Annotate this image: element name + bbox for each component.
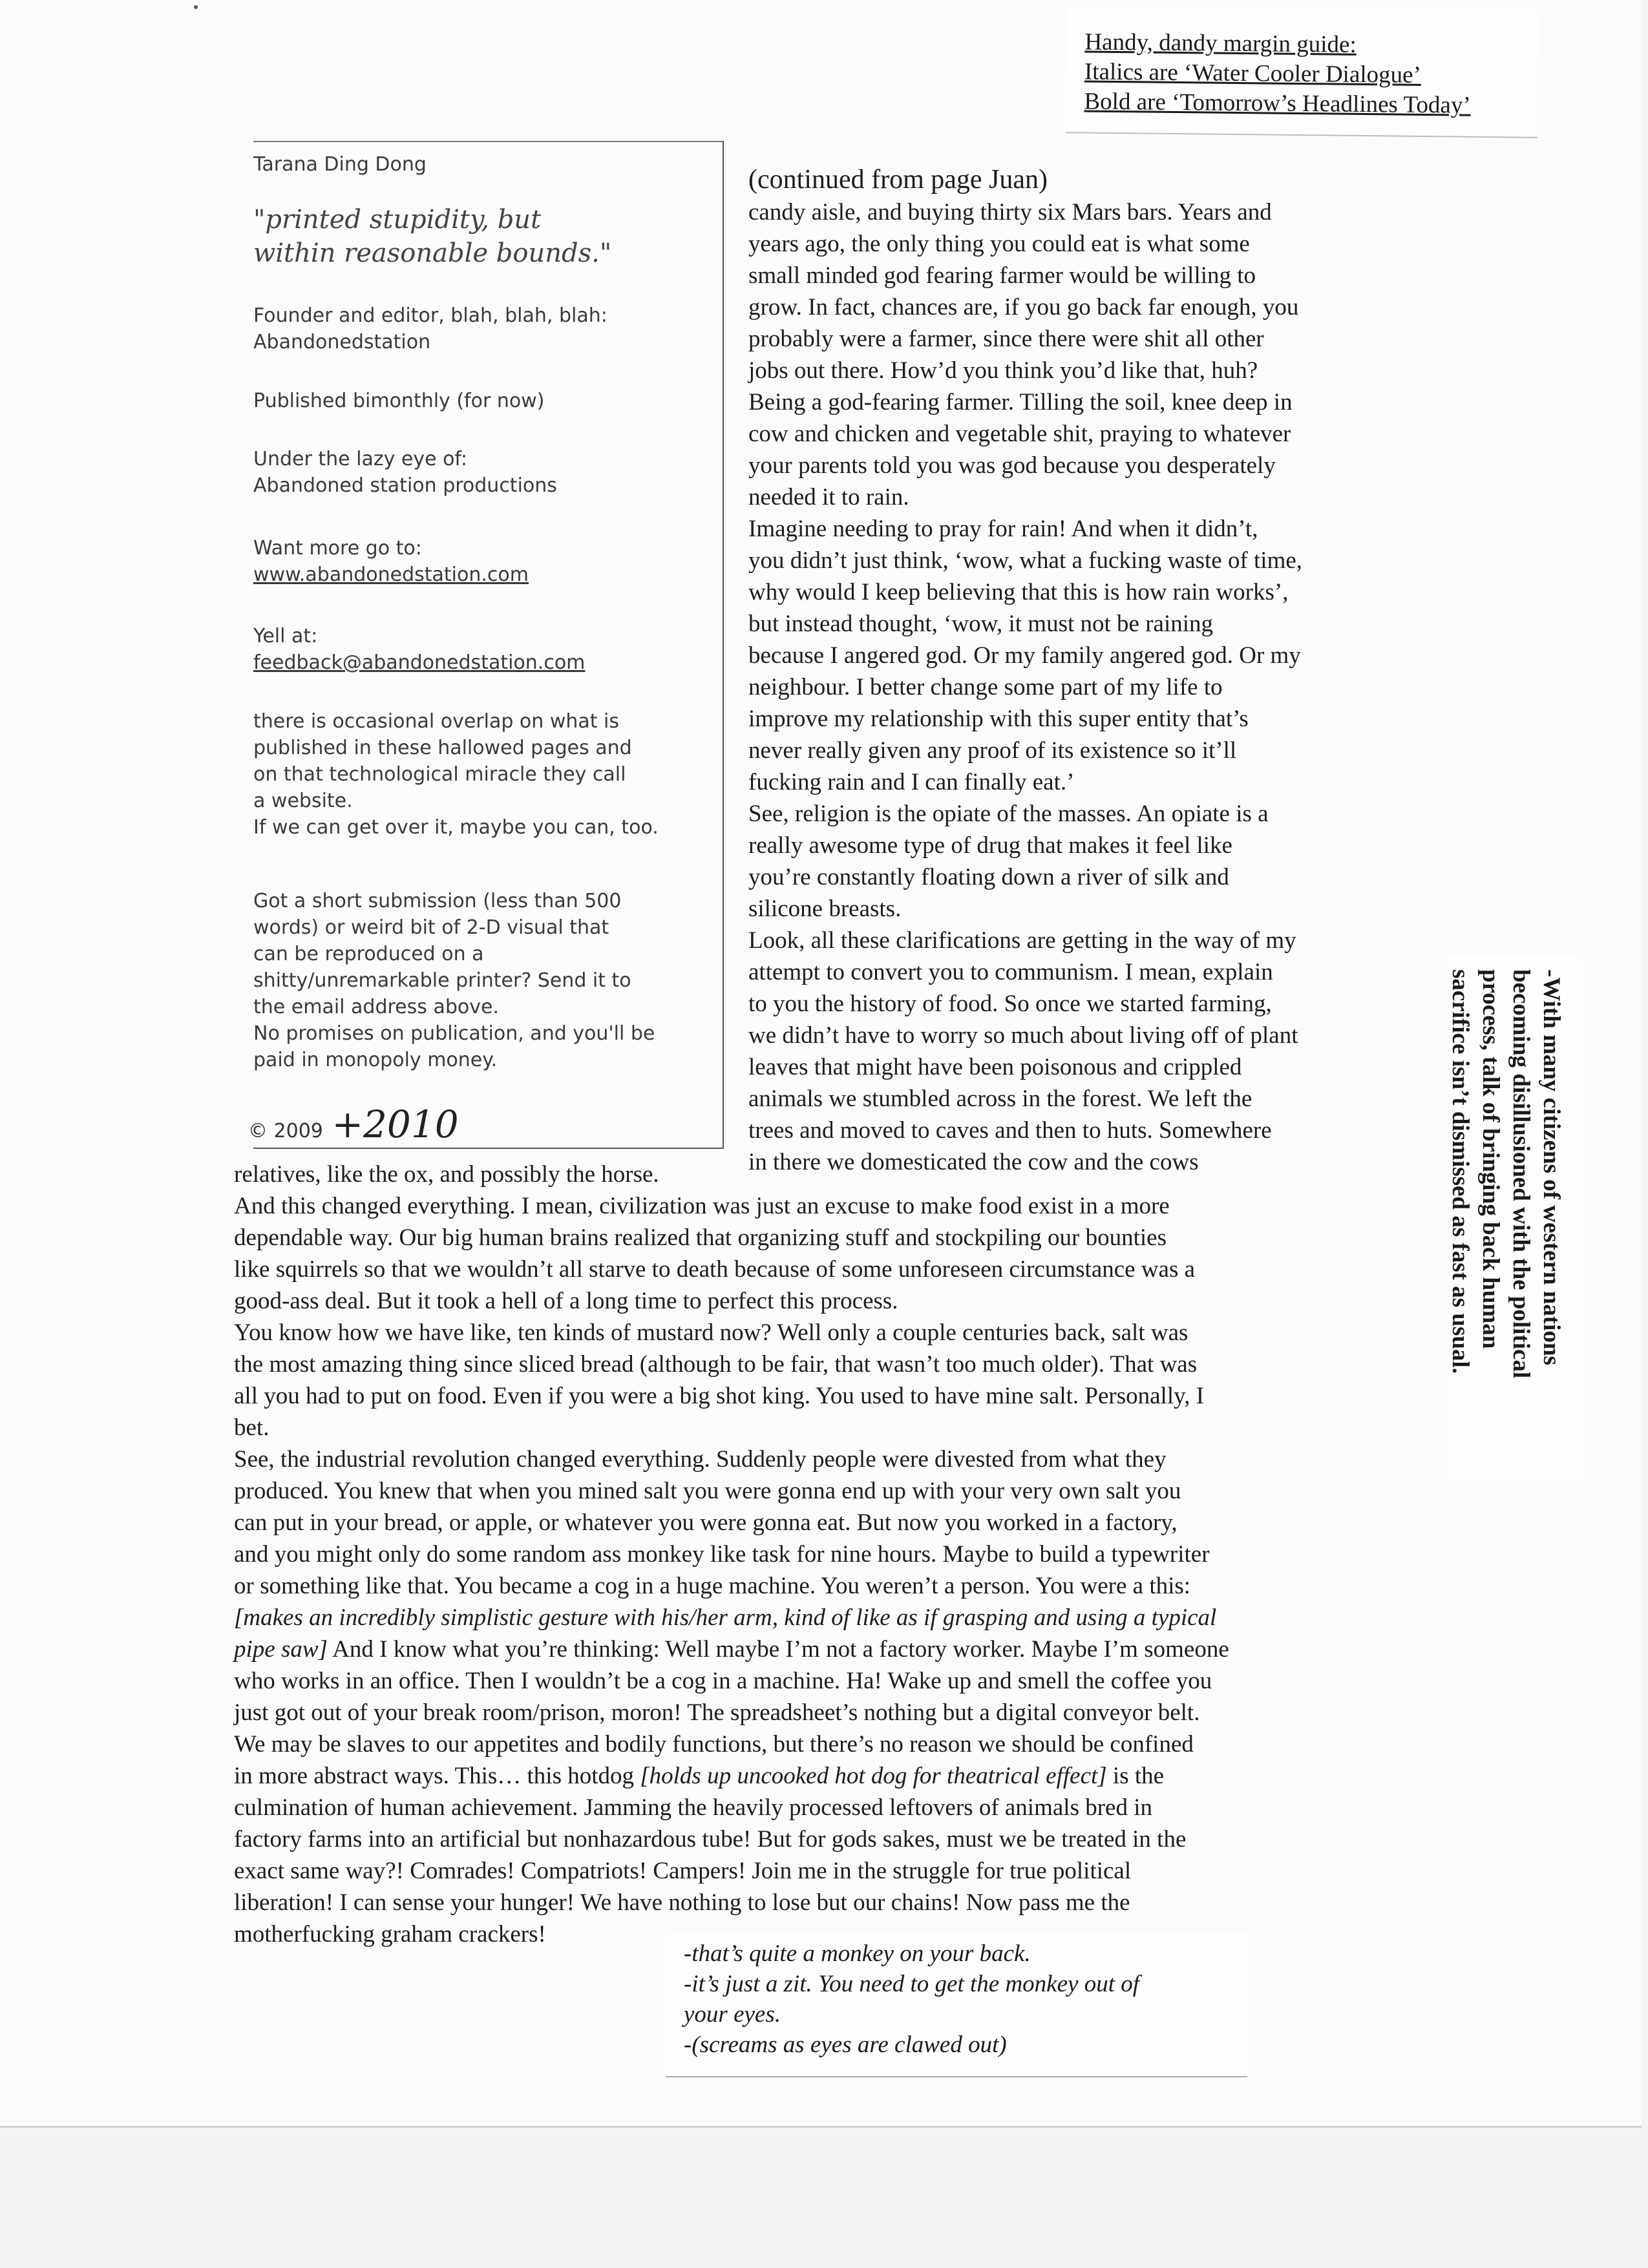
article-line: dependable way. Our big human brains realized that organizing stuff and stockpiling our bounties: [234, 1224, 1167, 1251]
article-line: See, the industrial revolution changed everything. Suddenly people were divested from what they: [234, 1446, 1167, 1473]
article-line: Look, all these clarifications are getting in the way of my: [748, 927, 1296, 954]
article-line: you didn’t just think, ‘wow, what a fucking waste of time,: [748, 547, 1303, 574]
masthead-box: [248, 141, 724, 1149]
article-line: relatives, like the ox, and possibly the horse.: [234, 1161, 659, 1188]
publish-frequency: Published bimonthly (for now): [253, 390, 545, 412]
stage-direction: pipe saw]: [234, 1636, 328, 1663]
margin-guide-line: Handy, dandy margin guide:: [1084, 28, 1357, 58]
article-line: produced. You knew that when you mined salt you were gonna end up with your very own salt you: [234, 1478, 1181, 1504]
margin-guide-note: [1066, 5, 1539, 138]
article-line: We may be slaves to our appetites and bodily functions, but there’s no reason we should be confined: [234, 1731, 1194, 1758]
headline-sidebar: [1446, 955, 1582, 1478]
overlap-line: on that technological miracle they call: [253, 763, 626, 786]
article-line: Imagine needing to pray for rain! And when it didn’t,: [748, 516, 1258, 542]
scan-speck: [194, 5, 198, 9]
article-line: leaves that might have been poisonous and crippled: [748, 1054, 1242, 1080]
article-line: You know how we have like, ten kinds of mustard now? Well only a couple centuries back, salt was: [234, 1319, 1188, 1346]
headline-line: -With many citizens of western nations: [1538, 969, 1565, 1365]
submission-line: No promises on publication, and you'll be: [253, 1022, 655, 1045]
founder-line: Founder and editor, blah, blah, blah:: [253, 304, 607, 327]
headline-line: becoming disillusioned with the political: [1508, 969, 1534, 1379]
article-line: or something like that. You became a cog in a huge machine. You weren’t a person. You were a this:: [234, 1573, 1191, 1599]
production-credit: [253, 446, 706, 499]
dialogue-line: -it’s just a zit. You need to get the monkey out of: [684, 1971, 1140, 1997]
article-line: who works in an office. Then I wouldn’t be a cog in a machine. Ha! Wake up and smell the coffee you: [234, 1668, 1212, 1694]
article-full-width: [234, 1159, 1417, 1950]
article-line: the most amazing thing since sliced bread (although to be fair, that wasn’t too much older). That was: [234, 1351, 1198, 1378]
article-line: but instead thought, ‘wow, it must not be raining: [748, 611, 1214, 637]
article-line: good-ass deal. But it took a hell of a long time to perfect this process.: [234, 1288, 898, 1314]
submission-line: shitty/unremarkable printer? Send it to: [253, 969, 631, 992]
article-line: like squirrels so that we wouldn’t all starve to death because of some unforeseen circumstance was a: [234, 1256, 1196, 1283]
submission-line: the email address above.: [253, 996, 499, 1018]
article-line: [234, 1633, 1417, 1665]
overlap-line: there is occasional overlap on what is: [253, 710, 620, 733]
article-text: in more abstract ways. This… this hotdog: [234, 1763, 640, 1789]
article-line: because I angered god. Or my family angered god. Or my: [748, 642, 1301, 669]
overlap-line: If we can get over it, maybe you can, too.: [253, 816, 659, 839]
copyright-line: [248, 1102, 459, 1146]
stage-direction: [makes an incredibly simplistic gesture with his/her arm, kind of like as if grasping and using a typical: [234, 1604, 1217, 1631]
submission-line: paid in monopoly money.: [253, 1049, 498, 1071]
article-text: And I know what you’re thinking: Well maybe I’m not a factory worker. Maybe I’m someone: [327, 1636, 1229, 1663]
headline-text: [1446, 955, 1582, 1478]
article-line: culmination of human achievement. Jamming the heavily processed leftovers of animals bred in: [234, 1794, 1152, 1821]
article-line: See, religion is the opiate of the masses. An opiate is a: [748, 801, 1269, 827]
article-line: jobs out there. How’d you think you’d like that, huh?: [748, 357, 1258, 384]
article-line: neighbour. I better change some part of my life to: [748, 674, 1223, 700]
article-lines-c: [234, 1792, 1417, 1950]
handwritten-year: +2010: [332, 1102, 459, 1146]
article-line: your parents told you was god because you desperately: [748, 452, 1276, 479]
article-line: bet.: [234, 1414, 269, 1441]
article-line: fucking rain and I can finally eat.’: [748, 769, 1075, 795]
article-line: exact same way?! Comrades! Compatriots! Campers! Join me in the struggle for true political: [234, 1858, 1132, 1884]
production-line: Abandoned station productions: [253, 474, 557, 497]
copyright-text: © 2009: [248, 1120, 323, 1142]
website-label: Want more go to:: [253, 537, 422, 560]
article-text: is the: [1106, 1763, 1165, 1789]
overlap-line: a website.: [253, 790, 353, 812]
email-label: Yell at:: [253, 625, 318, 647]
website-link[interactable]: www.abandonedstation.com: [253, 563, 529, 586]
article-full-lines: [234, 1159, 1417, 1602]
article-line: motherfucking graham crackers!: [234, 1921, 546, 1948]
production-line: Under the lazy eye of:: [253, 448, 468, 470]
article-line: to you the history of food. So once we started farming,: [748, 991, 1272, 1017]
article-line: you’re constantly floating down a river of silk and: [748, 864, 1229, 890]
water-cooler-dialogue: [666, 1932, 1247, 2077]
headline-line: process, talk of bringing back human: [1477, 969, 1504, 1349]
stage-direction: [holds up uncooked hot dog for theatrical effect]: [640, 1763, 1107, 1789]
founder-line: Abandonedstation: [253, 331, 431, 353]
article-lines-b: [234, 1665, 1417, 1760]
headline-line: sacrifice isn’t dismissed as fast as usual.: [1447, 969, 1474, 1374]
dialogue-line: your eyes.: [684, 2001, 781, 2028]
article-line: cow and chicken and vegetable shit, praying to whatever: [748, 421, 1291, 447]
submission-line: can be reproduced on a: [253, 943, 484, 965]
article-line: really awesome type of drug that makes it feel like: [748, 832, 1232, 859]
submission-note: [253, 888, 706, 1073]
continued-heading: (continued from page Juan): [748, 165, 1048, 194]
founder-credit: [253, 302, 706, 355]
article-line: probably were a farmer, since there were shit all other: [748, 326, 1264, 352]
article-right-lines: [748, 196, 1401, 1178]
submission-line: Got a short submission (less than 500: [253, 890, 622, 912]
article-line: trees and moved to caves and then to huts. Somewhere: [748, 1117, 1272, 1144]
overlap-note: [253, 708, 706, 841]
margin-guide-line: Italics are ‘Water Cooler Dialogue’: [1084, 58, 1422, 89]
tagline-line: within reasonable bounds.": [253, 238, 612, 268]
article-line: can put in your bread, or apple, or whatever you were gonna eat. But now you worked in a factory,: [234, 1509, 1178, 1536]
dialogue-line: -(screams as eyes are clawed out): [684, 2032, 1007, 2058]
article-line: just got out of your break room/prison, moron! The spreadsheet’s nothing but a digital conveyor belt.: [234, 1699, 1200, 1726]
article-line: Being a god-fearing farmer. Tilling the soil, knee deep in: [748, 389, 1293, 415]
article-right-column: [748, 163, 1401, 1178]
article-line: And this changed everything. I mean, civilization was just an excuse to make food exist in a more: [234, 1193, 1170, 1219]
email-link[interactable]: feedback@abandonedstation.com: [253, 651, 586, 674]
tagline-quote: [253, 203, 706, 270]
publisher-name: Tarana Ding Dong: [253, 153, 427, 176]
article-line: candy aisle, and buying thirty six Mars bars. Years and: [748, 199, 1272, 226]
article-line: factory farms into an artificial but nonhazardous tube! But for gods sakes, must we be treated in the: [234, 1826, 1187, 1853]
article-line: and you might only do some random ass monkey like task for nine hours. Maybe to build a typewriter: [234, 1541, 1210, 1568]
article-line: in there we domesticated the cow and the cows: [748, 1149, 1199, 1175]
article-line: never really given any proof of its existence so it’ll: [748, 737, 1237, 764]
margin-guide-line: Bold are ‘Tomorrow’s Headlines Today’: [1084, 88, 1472, 119]
article-line: silicone breasts.: [748, 896, 902, 922]
dialogue-line: -that’s quite a monkey on your back.: [684, 1940, 1031, 1967]
overlap-line: published in these hallowed pages and: [253, 737, 632, 759]
article-line: attempt to convert you to communism. I mean, explain: [748, 959, 1273, 985]
article-line: all you had to put on food. Even if you were a big shot king. You used to have mine salt. Personally, I: [234, 1383, 1205, 1409]
article-line: small minded god fearing farmer would be willing to: [748, 262, 1256, 289]
article-line: animals we stumbled across in the forest. We left the: [748, 1086, 1252, 1112]
article-line: needed it to rain.: [748, 484, 909, 510]
article-line: liberation! I can sense your hunger! We have nothing to lose but our chains! Now pass me the: [234, 1889, 1130, 1916]
email-block: [253, 623, 706, 676]
website-block: [253, 535, 706, 588]
tagline-line: "printed stupidity, but: [253, 205, 542, 235]
article-line: years ago, the only thing you could eat is what some: [748, 231, 1250, 257]
article-line: [234, 1760, 1417, 1792]
article-line: we didn’t have to worry so much about living off of plant: [748, 1022, 1298, 1049]
article-line: why would I keep believing that this is how rain works’,: [748, 579, 1289, 605]
article-line: grow. In fact, chances are, if you go back far enough, you: [748, 294, 1299, 320]
article-line: improve my relationship with this super entity that’s: [748, 706, 1249, 732]
submission-line: words) or weird bit of 2-D visual that: [253, 916, 609, 939]
